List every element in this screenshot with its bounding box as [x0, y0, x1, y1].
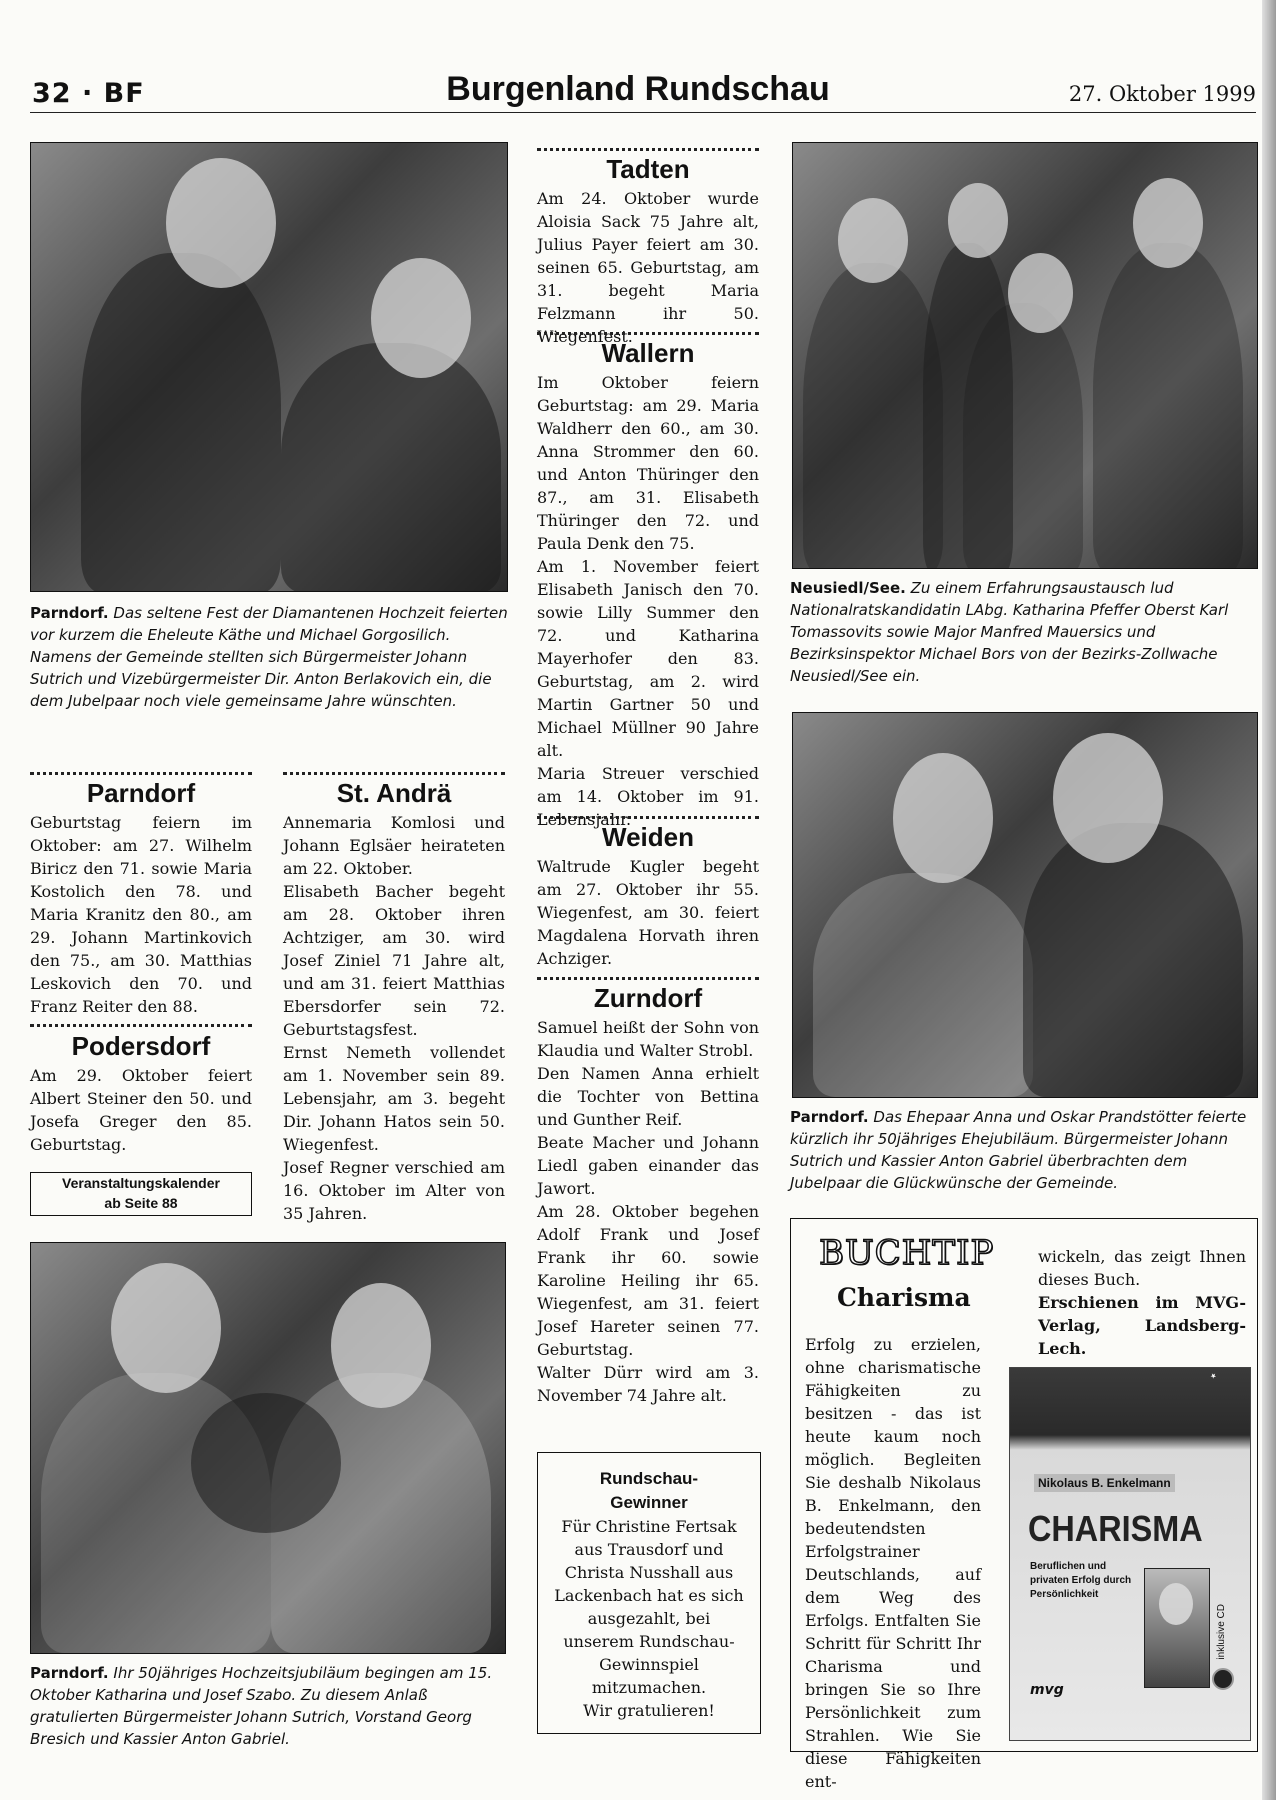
cover-publisher: mvg [1030, 1682, 1064, 1698]
section-title-zurndorf: Zurndorf [593, 983, 703, 1013]
section-title-weiden: Weiden [602, 822, 694, 852]
event-calendar-box [30, 1172, 252, 1216]
section-title-podersdorf: Podersdorf [71, 1031, 211, 1061]
section-title-st-andrae: St. Andrä [336, 778, 452, 808]
winner-title-line2: Gewinner [610, 1493, 688, 1512]
divider [537, 332, 759, 335]
section-text-parndorf: Geburtstag feiern im Oktober: am 27. Wilhelm Biricz den 71. sowie Maria Kostolich den 78. und Maria Kranitz den 80., am 29. Johann Martinkovich den 75., am 30. Matthias Leskovich den 70. und Franz Reiter den 88. [30, 813, 252, 1016]
paragraph: Beate Macher und Johann Liedl gaben einander das Jawort. [537, 1133, 759, 1198]
caption-text: Das seltene Fest der Diamantenen Hochzeit feierten vor kurzem die Eheleute Käthe und Michael Gorgosilich. Namens der Gemeinde stellten sich Bürgermeister Johann Sutrich und Vizebürgermeister Dir. Anton Berlakovich ein, die dem Jubelpaar noch viele gemeinsame Jahre wünschten. [30, 604, 508, 710]
paragraph: Josef Regner verschied am 16. Oktober im Alter von 35 Jahren. [283, 1158, 505, 1223]
photo-zollwache [792, 142, 1258, 569]
event-calendar-line2: ab Seite 88 [104, 1195, 178, 1211]
issue-date: 27. Oktober 1999 [1068, 82, 1256, 106]
newspaper-title: Burgenland Rundschau [446, 70, 830, 108]
event-calendar-line1: Veranstaltungskalender [62, 1175, 220, 1191]
section-text-st-andrae [283, 811, 505, 1225]
buchtip-label: BUCHTIP [819, 1233, 995, 1273]
section-text-zurndorf [537, 1016, 759, 1407]
section-title-wallern: Wallern [601, 338, 695, 368]
photo-diamond-wedding [30, 142, 508, 592]
paragraph: Den Namen Anna erhielt die Tochter von Bettina und Gunther Reif. [537, 1064, 759, 1129]
divider [30, 772, 252, 775]
page-edge [1262, 0, 1276, 1800]
section-title-parndorf: Parndorf [86, 778, 196, 808]
winner-title [538, 1467, 760, 1515]
cover-badge: inklusive CD [1216, 1604, 1227, 1660]
paragraph: Samuel heißt der Sohn von Klaudia und Walter Strobl. [537, 1018, 759, 1060]
caption-place: Parndorf. [30, 1664, 109, 1682]
winner-text: Für Christine Fertsak aus Trausdorf und Christa Nusshall aus Lackenbach hat es sich ausgezahlt, bei unserem Rundschau-Gewinnspiel mitzumachen. [554, 1517, 744, 1697]
caption-text: Zu einem Erfahrungsaustausch lud Nationalratskandidatin LAbg. Katharina Pfeffer Oberst Karl Tomassovits sowie Major Manfred Mauersics und Bezirksinspektor Michael Bors von der Bezirks-Zollwache Neusiedl/See ein. [790, 579, 1229, 685]
book-cover [1009, 1367, 1251, 1741]
divider [537, 977, 759, 980]
cover-badge-top: ★ [1208, 1370, 1219, 1382]
winner-title-line1: Rundschau- [599, 1469, 699, 1488]
author-portrait [1144, 1568, 1210, 1688]
divider [283, 772, 505, 775]
caption-place: Neusiedl/See. [790, 579, 906, 597]
section-text-tadten: Am 24. Oktober wurde Aloisia Sack 75 Jahre alt, Julius Payer feiert am 30. seinen 65. Geburtstag, am 31. begeht Maria Felzmann ihr 50. Wiegenfest. [537, 189, 759, 346]
divider [30, 1024, 252, 1027]
caption-bottom-left [30, 1662, 510, 1750]
caption-top-left [30, 602, 510, 712]
header-rule [30, 112, 1256, 113]
photo-prandstoetter [792, 712, 1258, 1098]
divider [537, 816, 759, 819]
buchtip-box [790, 1218, 1258, 1791]
paragraph: Annemaria Komlosi und Johann Eglsäer heirateten am 22. Oktober. [283, 813, 505, 878]
caption-place: Parndorf. [790, 1108, 869, 1126]
photo-szabo [30, 1242, 506, 1654]
paragraph: Ernst Nemeth vollendet am 1. November sein 89. Lebensjahr, am 3. begeht Dir. Johann Hatos sein 50. Wiegenfest. [283, 1043, 505, 1154]
paragraph: Walter Dürr wird am 3. November 74 Jahre alt. [537, 1363, 759, 1405]
cover-subtitle: Beruflichen und privaten Erfolg durch Persönlichkeit [1030, 1561, 1132, 1600]
cd-icon [1212, 1668, 1234, 1690]
caption-top-right [790, 577, 1260, 687]
paragraph: Am 28. Oktober begehen Adolf Frank und Josef Frank ihr 60. sowie Karoline Heiling ihr 65. Wiegenfest, am 31. feiert Josef Hareter seinen 77. Geburtstag. [537, 1202, 759, 1359]
paragraph: Elisabeth Bacher begeht am 28. Oktober ihren Achtziger, am 30. wird Josef Ziniel 71 Jahre alt, und am 31. feiert Matthias Ebersdorfer sein 72. Geburtstagsfest. [283, 882, 505, 1039]
cover-author: Nikolaus B. Enkelmann [1034, 1474, 1175, 1492]
divider [537, 148, 759, 151]
cover-title: CHARISMA [1028, 1508, 1203, 1549]
caption-place: Parndorf. [30, 604, 109, 622]
paragraph: Im Oktober feiern Geburtstag: am 29. Maria Waldherr den 60., am 30. Anna Strommer den 60. und Anton Thüringer den 87., am 31. Elisabeth Thüringer den 72. und Paula Denk den 75. [537, 373, 759, 553]
section-text-wallern [537, 371, 759, 831]
buchtip-title: Charisma [837, 1283, 971, 1312]
section-text-podersdorf: Am 29. Oktober feiert Albert Steiner den 50. und Josefa Greger den 85. Geburtstag. [30, 1066, 252, 1154]
paragraph: Maria Streuer verschied am 14. Oktober im 91. Lebensjahr. [537, 764, 759, 829]
section-text-weiden: Waltrude Kugler begeht am 27. Oktober ihr 55. Wiegenfest, am 30. feiert Magdalena Horvath ihren Achziger. [537, 857, 759, 968]
section-title-tadten: Tadten [606, 154, 690, 184]
paragraph: Am 1. November feiert Elisabeth Janisch den 70. sowie Lilly Summer den 72. und Katharina Mayerhofer den 83. Geburtstag, am 2. wird Martin Gartner 50 und Michael Müllner 90 Jahre alt. [537, 557, 759, 760]
winner-closing: Wir gratulieren! [583, 1701, 715, 1720]
caption-text: Das Ehepaar Anna und Oskar Prandstötter feierte kürzlich ihr 50jähriges Ehejubiläum. Bürgermeister Johann Sutrich und Kassier Anton Gabriel überbrachten dem Jubelpaar die Glückwünsche der Gemeinde. [790, 1108, 1247, 1192]
buchtip-text-left: Erfolg zu erzielen, ohne charismatische Fähigkeiten zu besitzen - das ist heute kaum noch möglich. Begleiten Sie deshalb Nikolaus B. Enkelmann, den bedeutendsten Erfolgstrainer Deutschlands, auf dem Weg des Erfolgs. Entfalten Sie Schritt für Schritt Ihr Charisma und bringen Sie so Ihre Persönlichkeit zum Strahlen. Wie Sie diese Fähigkeiten ent- [805, 1335, 981, 1791]
caption-text: Ihr 50jähriges Hochzeitsjubiläum begingen am 15. Oktober Katharina und Josef Szabo. Zu diesem Anlaß gratulierten Bürgermeister Johann Sutrich, Vorstand Georg Bresich und Kassier Anton Gabriel. [30, 1664, 493, 1748]
winner-box [537, 1452, 761, 1734]
publisher: Erschienen im MVG-Verlag, Landsberg-Lech. [1038, 1293, 1246, 1358]
buchtip-text-right [1038, 1245, 1246, 1360]
page-label: 32 · BF [32, 78, 145, 109]
caption-mid-right [790, 1106, 1260, 1194]
paragraph: wickeln, das zeigt Ihnen dieses Buch. [1038, 1247, 1246, 1289]
